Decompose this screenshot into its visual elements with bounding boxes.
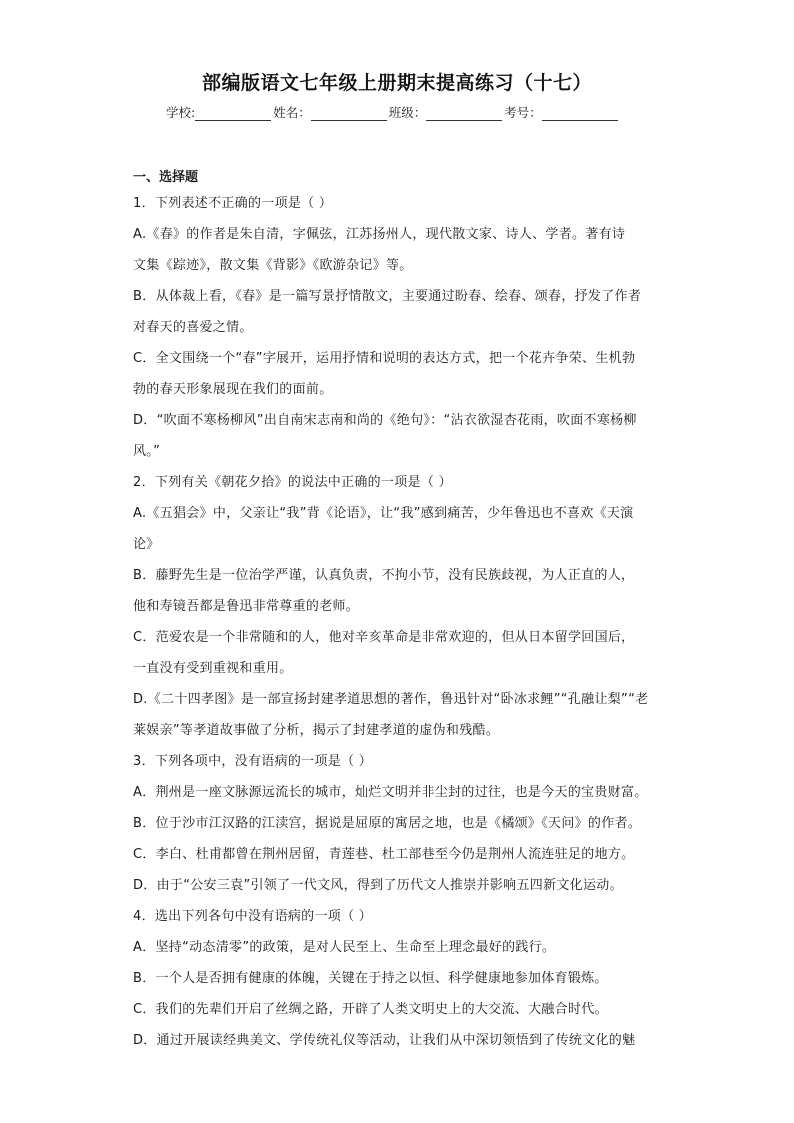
text-line: 论》 [133, 537, 160, 552]
text-line: 1．下列表述不正确的一项是（ ） [133, 196, 333, 211]
class-label: 班级： [388, 105, 427, 120]
text-line: A.《春》的作者是朱自清，字佩弦，江苏扬州人，现代散文家、诗人、学者。著有诗 [133, 227, 626, 242]
text-line: C．李白、杜甫都曾在荆州居留，青莲巷、杜工部巷至今仍是荆州人流连驻足的地方。 [133, 847, 635, 862]
text-line: 文集《踪迹》，散文集《背影》《欧游杂记》等。 [133, 258, 413, 273]
text-line: C．范爱农是一个非常随和的人，他对辛亥革命是非常欢迎的，但从日本留学回国后， [133, 630, 635, 645]
section-title: 一、选择题 [133, 170, 199, 185]
text-line: A.《五猖会》中，父亲让“我”背《论语》，让“我”感到痛苦，少年鲁迅也不喜欢《天演 [133, 506, 634, 521]
school-label: 学校: [166, 105, 196, 120]
text-line: D．通过开展读经典美文、学传统礼仪等活动，让我们从中深切领悟到了传统文化的魅 [133, 1033, 636, 1048]
exam-number-label: 考号： [504, 105, 542, 120]
page-title: 部编版语文七年级上册期末提高练习（十七） [201, 72, 592, 94]
text-line: 2．下列有关《朝花夕拾》的说法中正确的一项是（ ） [133, 475, 452, 490]
text-line: 4．选出下列各句中没有语病的一项（ ） [133, 909, 373, 924]
text-line: C．我们的先辈们开启了丝绸之路，开辟了人类文明史上的大交流、大融合时代。 [133, 1002, 608, 1017]
text-line: 风。” [133, 444, 161, 459]
class-blank[interactable] [426, 106, 502, 121]
exam-number-blank[interactable] [542, 106, 618, 121]
text-line: D．“吹面不寒杨柳风”出自南宋志南和尚的《绝句》：“沾衣欲湿杏花雨，吹面不寒杨柳 [133, 413, 637, 428]
name-blank[interactable] [311, 106, 387, 121]
text-line: 对春天的喜爱之情。 [133, 320, 253, 335]
text-line: B．从体裁上看，《春》是一篇写景抒情散文，主要通过盼春、绘春、颂春，抒发了作者 [133, 289, 642, 304]
text-line: 莱娱亲”等孝道故事做了分析，揭示了封建孝道的虚伪和残酷。 [133, 723, 500, 738]
name-label: 姓名： [273, 105, 311, 120]
text-line: A．坚持“动态清零”的政策，是对人民至上、生命至上理念最好的践行。 [133, 940, 556, 955]
text-line: B．一个人是否拥有健康的体魄，关键在于持之以恒、科学健康地参加体育锻炼。 [133, 971, 608, 986]
school-blank[interactable] [195, 106, 271, 121]
text-line: B．位于沙市江汉路的江渎宫，据说是屈原的寓居之地，也是《橘颂》《天问》的作者。 [133, 816, 642, 831]
text-line: D.《二十四孝图》是一部宣扬封建孝道思想的著作，鲁迅针对“卧冰求鲤”“孔融让梨”“老 [133, 692, 649, 707]
text-line: 3．下列各项中，没有语病的一项是（ ） [133, 754, 373, 769]
text-line: 一直没有受到重视和重用。 [133, 661, 293, 676]
text-line: 他和寿镜吾都是鲁迅非常尊重的老师。 [133, 599, 360, 614]
text-line: B．藤野先生是一位治学严谨，认真负责，不拘小节，没有民族歧视，为人正直的人， [133, 568, 635, 583]
text-line: C．全文围绕一个“春”字展开，运用抒情和说明的表达方式，把一个花卉争荣、生机勃 [133, 351, 636, 366]
text-line: A．荆州是一座文脉源远流长的城市，灿烂文明并非尘封的过往，也是今天的宝贵财富。 [133, 785, 648, 800]
text-line: 勃的春天形象展现在我们的面前。 [133, 382, 333, 397]
text-line: D．由于“公安三袁”引领了一代文风，得到了历代文人推崇并影响五四新文化运动。 [133, 878, 623, 893]
student-info-row [166, 103, 620, 121]
